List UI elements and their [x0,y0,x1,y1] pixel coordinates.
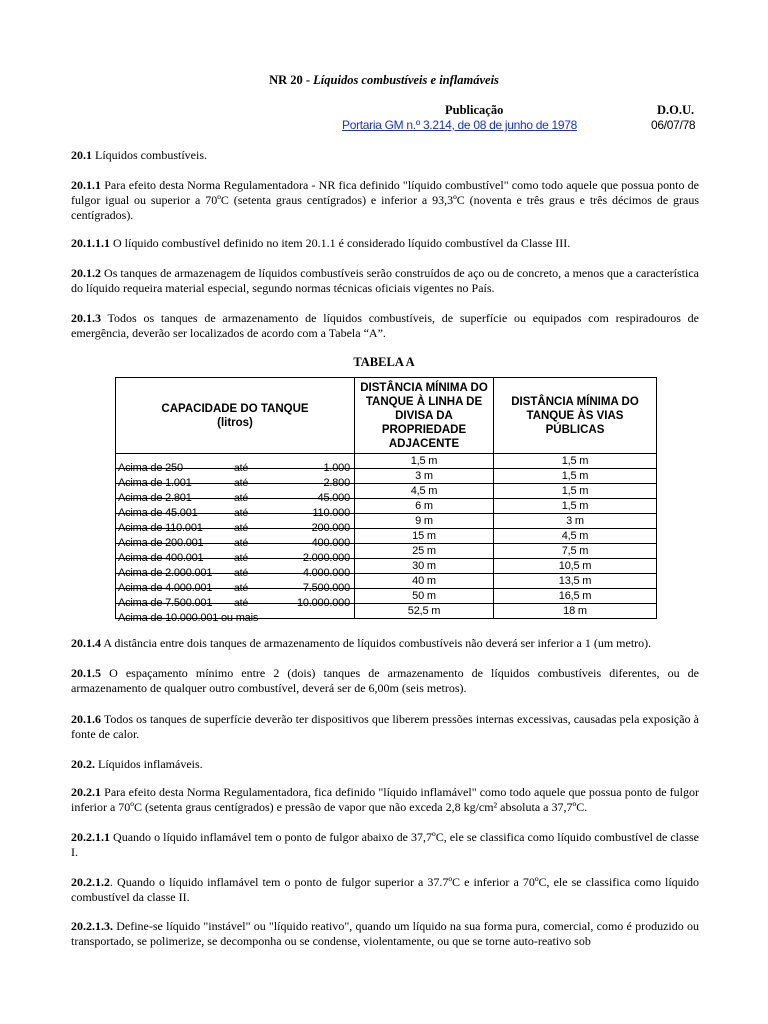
road-distance-cell: 1,5 m [494,454,657,469]
capacity-from: Acima de 2.801 [118,492,192,504]
paragraph-number: 20.2. [71,757,95,771]
paragraph-20-1-6 [71,712,699,742]
paragraph-text: Todos os tanques de armazenamento de líquidos combustíveis, de superfície ou equipados com respiradouros de emergência, deverão ser localizados de acordo com a Tabela “A”. [71,311,699,340]
road-distance-cell: 3 m [494,514,657,529]
capacity-cell [116,544,355,564]
paragraph-number: 20.1.4 [71,636,101,650]
capacity-cell [116,499,355,519]
table-row [116,469,657,484]
capacity-cell [116,574,355,594]
property-distance-header: DISTÂNCIA MÍNIMA DO TANQUE À LINHA DE DIVISA DA PROPRIEDADE ADJACENTE [355,378,494,454]
title-code: NR 20 - [269,73,314,87]
paragraph-20-2-1-1 [71,830,699,860]
paragraph-20-1-5 [71,666,699,696]
capacity-cell [116,529,355,549]
property-distance-cell: 6 m [355,499,494,514]
capacity-ate: até [234,477,248,489]
capacity-from: Acima de 4.000.001 [118,582,213,594]
paragraph-20-1 [71,148,699,163]
capacity-cell [116,604,355,624]
table-row [116,559,657,574]
property-distance-cell: 25 m [355,544,494,559]
capacity-from: Acima de 1.001 [118,477,192,489]
capacity-to: 110.000 [312,507,350,519]
road-distance-cell: 10,5 m [494,559,657,574]
paragraph-20-1-1 [71,178,699,223]
paragraph-number: 20.1.5 [71,666,101,680]
capacity-to: 2.800 [323,477,350,489]
paragraph-number: 20.1.6 [71,712,101,726]
table-row [116,544,657,559]
paragraph-number: 20.1.3 [71,311,101,325]
paragraph-20-1-4 [71,636,699,651]
paragraph-text: Define-se líquido "instável" ou "líquido reativo", quando um líquido na sua forma pura, comercial, como é produzido ou transportado, se polimerize, se decomponha ou se condense, violentamente, ou que se torne auto-reativo sob [71,919,699,948]
paragraph-text: Para efeito desta Norma Regulamentadora - NR fica definido "líquido combustível" como todo aquele que possua ponto de fulgor igual ou superior a 70ºC (setenta graus centígrados) e inferior a 93,3ºC (noventa e três graus e três décimos de graus centígrados). [71,178,699,222]
capacity-to: 2.000.000 [302,552,350,564]
capacity-header [116,378,355,454]
road-distance-cell: 4,5 m [494,529,657,544]
capacity-from: Acima de 200.001 [118,537,204,549]
capacity-from: Acima de 7.500.001 [118,597,213,609]
capacity-cell [116,589,355,609]
paragraph-text: Os tanques de armazenagem de líquidos combustíveis serão construídos de aço ou de concreto, a menos que a característica do líquido requeira material especial, segundo normas técnicas oficiais vigentes no País. [71,266,699,295]
table-row [116,574,657,589]
property-distance-cell: 3 m [355,469,494,484]
capacity-cell [116,514,355,534]
title-text: Líquidos combustíveis e inflamáveis [313,73,499,87]
capacity-to: 400.000 [311,537,350,549]
property-distance-cell: 4,5 m [355,484,494,499]
paragraph-text: O espaçamento mínimo entre 2 (dois) tanques de armazenamento de líquidos combustíveis diferentes, ou de armazenamento de qualquer outro combustível, deverá ser de 6,00m (seis metros). [71,666,699,695]
capacity-cell [116,469,355,489]
dou-date: 06/07/78 [651,118,696,132]
paragraph-20-2 [71,757,699,772]
capacity-ate: até [234,507,248,519]
paragraph-20-1-3 [71,311,699,341]
paragraph-20-2-1 [71,785,699,815]
capacity-to: 1.000 [323,462,350,474]
road-distance-cell: 1,5 m [494,484,657,499]
paragraph-number: 20.1.1 [71,178,101,192]
property-distance-cell: 52,5 m [355,604,494,619]
paragraph-text: Para efeito desta Norma Regulamentadora, fica definido "líquido inflamável" como todo aquele que possua ponto de fulgor inferior a 70ºC (setenta graus centígrados) e pressão de vapor que não exceda 2,8 kg/cm² absoluta a 37,7ºC. [71,785,699,814]
table-title: TABELA A [353,355,415,369]
capacity-from: Acima de 250 [118,462,183,474]
table-row [116,454,657,469]
property-distance-cell: 30 m [355,559,494,574]
paragraph-20-1-2 [71,266,699,296]
paragraph-text: O líquido combustível definido no item 20.1.1 é considerado líquido combustível da Classe III. [110,236,571,250]
paragraph-number: 20.1.2 [71,266,101,280]
paragraph-text: Quando o líquido inflamável tem o ponto de fulgor abaixo de 37,7ºC, ele se classifica como líquido combustível de classe I. [71,830,699,859]
paragraph-number: 20.2.1.2 [71,875,110,889]
capacity-ate: até [234,537,248,549]
property-distance-cell: 50 m [355,589,494,604]
paragraph-20-1-1-1 [71,236,699,251]
road-distance-cell: 1,5 m [494,499,657,514]
document-title [0,73,768,88]
capacity-cell [116,484,355,504]
capacity-cell [116,559,355,579]
table-row [116,484,657,499]
road-distance-header: DISTÂNCIA MÍNIMA DO TANQUE ÀS VIAS PÚBLICAS [494,378,657,454]
paragraph-text: A distância entre dois tanques de armazenamento de líquidos combustíveis não deverá ser inferior a 1 (um metro). [101,636,652,650]
distance-table [115,377,657,624]
capacity-to: 45.000 [317,492,350,504]
table-row [116,514,657,529]
capacity-ate: até [234,582,248,594]
property-distance-cell: 1,5 m [355,454,494,469]
capacity-ate: até [234,552,248,564]
road-distance-cell: 1,5 m [494,469,657,484]
paragraph-20-2-1-2 [71,875,699,905]
capacity-from: Acima de 110.001 [118,522,203,534]
road-distance-cell: 7,5 m [494,544,657,559]
table-row [116,604,657,619]
road-distance-cell: 16,5 m [494,589,657,604]
dou-label: D.O.U. [657,103,695,117]
paragraph-number: 20.2.1.3. [71,919,113,933]
paragraph-number: 20.1.1.1 [71,236,110,250]
paragraph-number: 20.2.1 [71,785,101,799]
paragraph-20-2-1-3 [71,919,699,949]
capacity-ate: até [234,462,248,474]
table-row [116,589,657,604]
paragraph-text: Líquidos inflamáveis. [95,757,203,771]
capacity-to: 7.500.000 [302,582,350,594]
paragraph-text: . Quando o líquido inflamável tem o ponto de fulgor superior a 37.7ºC e inferior a 70ºC, ele se classifica como líquido combustível da classe II. [71,875,699,904]
capacity-ate: até [234,492,248,504]
property-distance-cell: 15 m [355,529,494,544]
table-row [116,529,657,544]
capacity-ate: até [234,567,248,579]
capacity-from: Acima de 400.001 [118,552,204,564]
capacity-header-label: CAPACIDADE DO TANQUE [161,402,309,415]
capacity-cell [116,454,355,474]
capacity-from: Acima de 10.000.001 ou mais [118,612,259,624]
paragraph-number: 20.1 [71,148,92,162]
capacity-to: 4.000.000 [302,567,350,579]
table-row [116,499,657,514]
capacity-to: 200.000 [311,522,350,534]
capacity-from: Acima de 45.001 [118,507,198,519]
paragraph-number: 20.2.1.1 [71,830,110,844]
road-distance-cell: 13,5 m [494,574,657,589]
paragraph-text: Todos os tanques de superfície deverão ter dispositivos que liberem pressões internas excessivas, causadas pela exposição à fonte de calor. [71,712,699,741]
property-distance-cell: 9 m [355,514,494,529]
paragraph-text: Líquidos combustíveis. [92,148,207,162]
publication-link[interactable]: Portaria GM n.º 3.214, de 08 de junho de 1978 [342,118,578,132]
capacity-ate: até [234,597,248,609]
capacity-header-unit: (litros) [217,416,253,429]
capacity-ate: até [234,522,248,534]
capacity-to: 10.000.000 [296,597,350,609]
capacity-from: Acima de 2.000.001 [118,567,213,579]
publication-label: Publicação [445,103,504,117]
property-distance-cell: 40 m [355,574,494,589]
road-distance-cell: 18 m [494,604,657,619]
